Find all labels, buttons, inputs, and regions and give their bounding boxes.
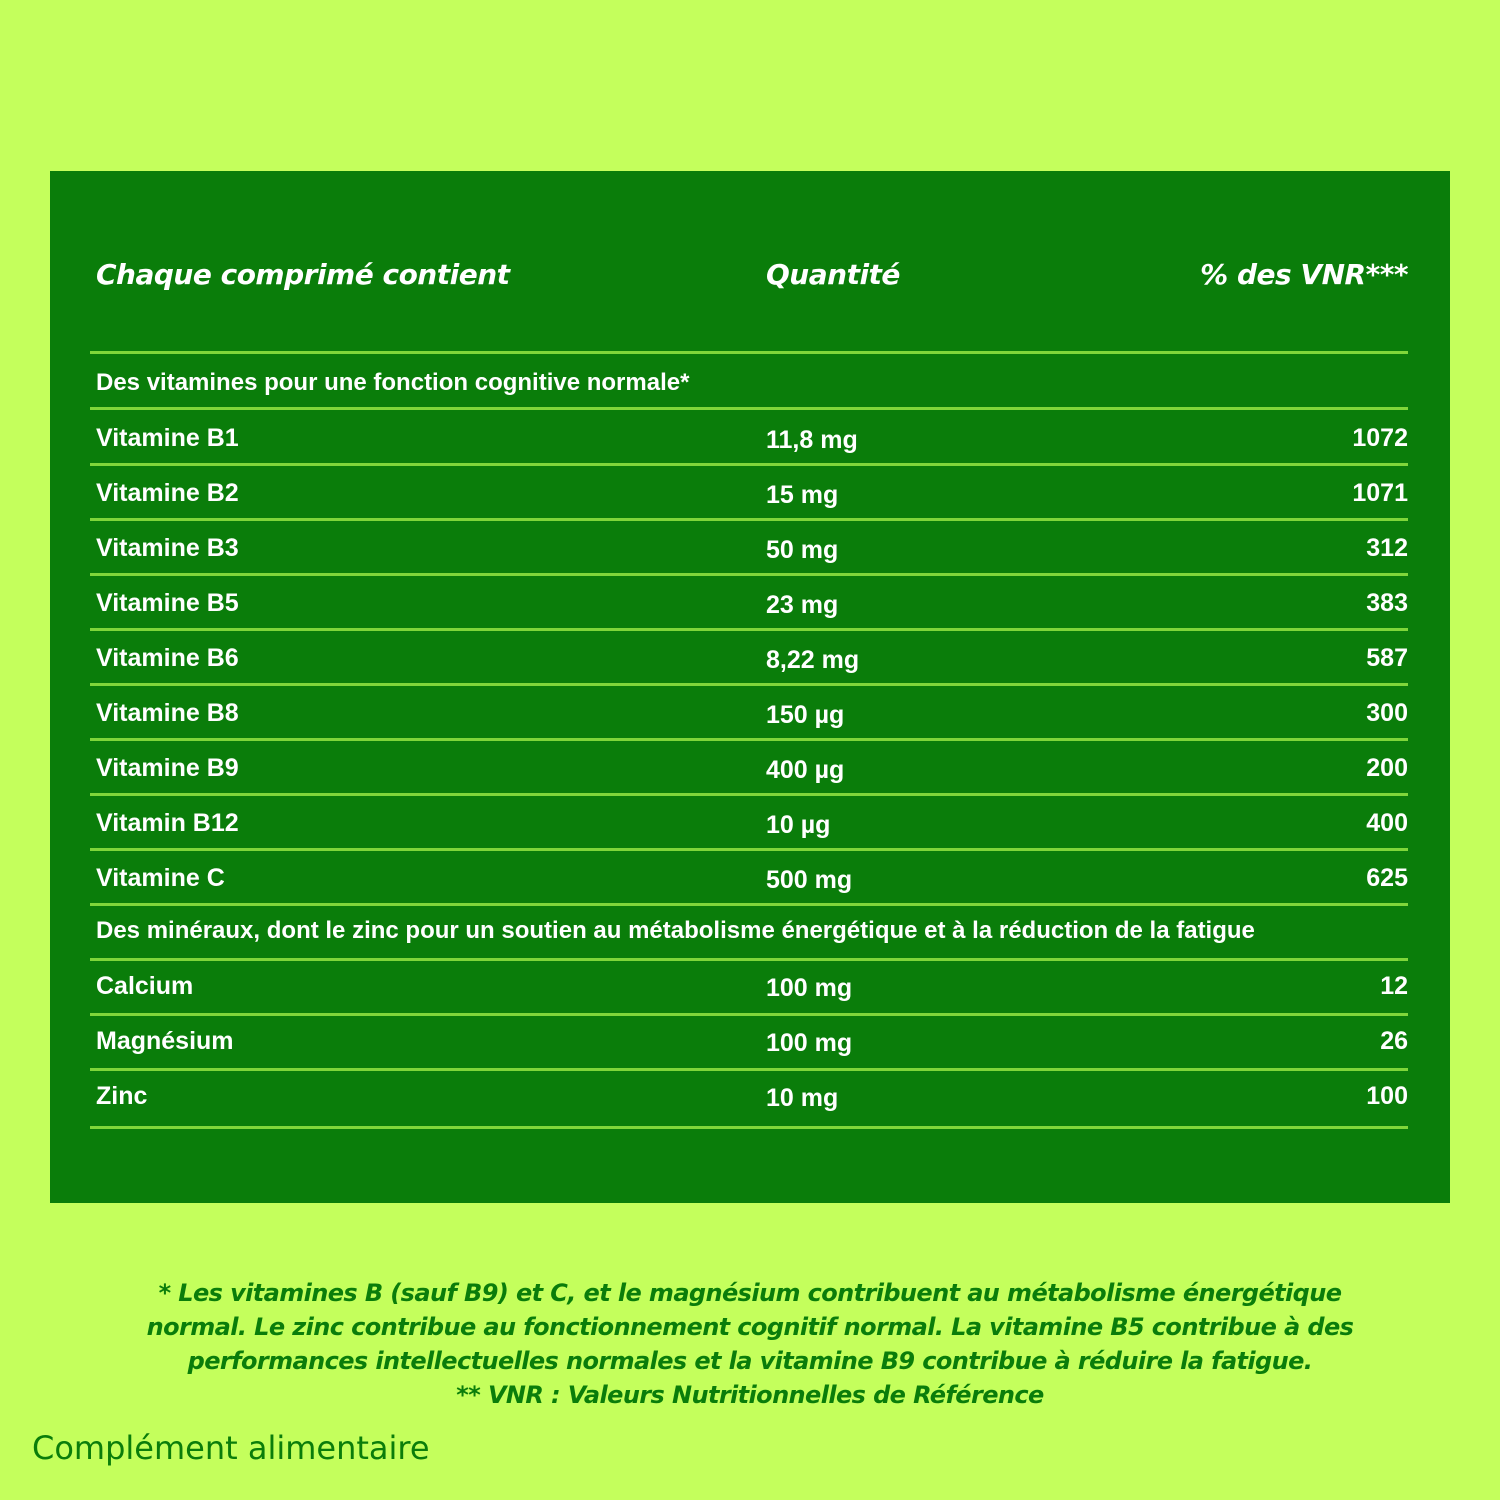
nutrient-quantity: 100 mg — [766, 974, 853, 1002]
nutrient-name: Vitamine B9 — [96, 754, 239, 782]
nutrient-quantity: 150 µg — [766, 701, 845, 729]
nutrient-quantity: 500 mg — [766, 866, 853, 894]
nutrient-vnr: 1071 — [1352, 479, 1408, 507]
header-vnr: % des VNR*** — [1200, 258, 1408, 291]
nutrient-name: Vitamine C — [96, 864, 225, 892]
nutrient-name: Calcium — [96, 972, 194, 1000]
footnote-line: normal. Le zinc contribue au fonctionnement cognitif normal. La vitamine B5 contribue à des — [146, 1313, 1354, 1341]
nutrient-vnr: 625 — [1366, 864, 1408, 892]
table-row — [96, 522, 1408, 574]
supplement-label: Complément alimentaire — [32, 1429, 430, 1467]
nutrient-name: Magnésium — [96, 1027, 234, 1055]
nutrient-quantity: 23 mg — [766, 591, 839, 619]
nutrient-vnr: 312 — [1366, 534, 1408, 562]
table-row — [96, 852, 1408, 904]
nutrient-name: Zinc — [96, 1082, 148, 1110]
nutrient-vnr: 26 — [1380, 1027, 1408, 1055]
table-row — [96, 467, 1408, 519]
nutrient-quantity: 100 mg — [766, 1029, 853, 1057]
nutrient-quantity: 50 mg — [766, 536, 839, 564]
nutrient-name: Vitamin B12 — [96, 809, 239, 837]
footnote — [50, 1276, 1450, 1412]
nutrient-vnr: 383 — [1366, 589, 1408, 617]
nutrient-name: Vitamine B5 — [96, 589, 239, 617]
nutrient-vnr: 100 — [1366, 1082, 1408, 1110]
table-row — [96, 1015, 1408, 1067]
footnote-line: * Les vitamines B (sauf B9) et C, et le magnésium contribuent au métabolisme énergétique — [158, 1279, 1342, 1307]
nutrient-quantity: 10 µg — [766, 811, 831, 839]
nutrient-name: Vitamine B2 — [96, 479, 239, 507]
table-row — [96, 412, 1408, 464]
nutrient-vnr: 400 — [1366, 809, 1408, 837]
footnote-line: performances intellectuelles normales et la vitamine B9 contribue à réduire la fatigue. — [187, 1347, 1313, 1375]
header-ingredient: Chaque comprimé contient — [96, 258, 510, 291]
nutrient-quantity: 400 µg — [766, 756, 845, 784]
nutrient-quantity: 11,8 mg — [766, 426, 858, 454]
section-minerals: Des minéraux, dont le zinc pour un soutien au métabolisme énergétique et à la réduction de la fatigue — [96, 917, 1255, 944]
nutrient-name: Vitamine B6 — [96, 644, 239, 672]
nutrient-vnr: 300 — [1366, 699, 1408, 727]
footnote-vnr-definition: ** VNR : Valeurs Nutritionnelles de Référence — [456, 1381, 1044, 1409]
nutrient-quantity: 15 mg — [766, 481, 839, 509]
table-row — [96, 742, 1408, 794]
table-row — [96, 577, 1408, 629]
nutrient-vnr: 587 — [1366, 644, 1408, 672]
divider — [90, 1126, 1408, 1129]
nutrient-vnr: 1072 — [1352, 424, 1408, 452]
nutrient-quantity: 10 mg — [766, 1084, 839, 1112]
nutrient-name: Vitamine B1 — [96, 424, 239, 452]
header-quantity: Quantité — [766, 258, 900, 291]
table-row — [96, 632, 1408, 684]
section-vitamins: Des vitamines pour une fonction cognitive normale* — [96, 369, 690, 396]
table-row — [96, 687, 1408, 739]
nutrient-name: Vitamine B8 — [96, 699, 239, 727]
divider — [90, 351, 1408, 354]
nutrient-name: Vitamine B3 — [96, 534, 239, 562]
table-row — [96, 960, 1408, 1012]
nutrient-vnr: 12 — [1380, 972, 1408, 1000]
nutrient-quantity: 8,22 mg — [766, 646, 860, 674]
table-row — [96, 797, 1408, 849]
table-row — [96, 1070, 1408, 1122]
nutrient-vnr: 200 — [1366, 754, 1408, 782]
